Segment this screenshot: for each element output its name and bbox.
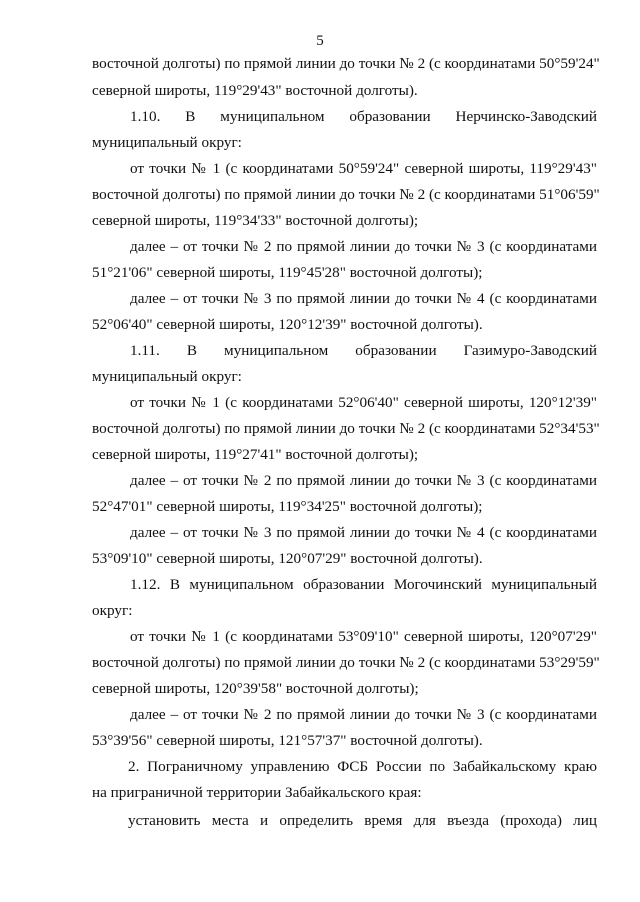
text-line: установить места и определить время для въезда (прохода) лиц bbox=[128, 812, 597, 829]
text-line: от точки № 1 (с координатами 52°06'40" северной широты, 120°12'39" bbox=[130, 394, 597, 411]
text-line: северной широты, 119°29'43" восточной долготы). bbox=[92, 82, 418, 99]
text-line: восточной долготы) по прямой линии до точки № 2 (с координатами 51°06'59" bbox=[92, 186, 600, 203]
text-line: от точки № 1 (с координатами 50°59'24" северной широты, 119°29'43" bbox=[130, 160, 597, 177]
text-line: северной широты, 119°27'41" восточной долготы); bbox=[92, 446, 419, 463]
text-line: 1.11. В муниципальном образовании Газимуро-Заводский bbox=[130, 342, 597, 359]
text-line: 1.10. В муниципальном образовании Нерчинско-Заводский bbox=[130, 108, 597, 125]
text-line: далее – от точки № 2 по прямой линии до точки № 3 (с координатами bbox=[130, 706, 597, 723]
text-line: от точки № 1 (с координатами 53°09'10" северной широты, 120°07'29" bbox=[130, 628, 597, 645]
text-line: 53°09'10" северной широты, 120°07'29" восточной долготы). bbox=[92, 550, 483, 567]
text-line: далее – от точки № 3 по прямой линии до точки № 4 (с координатами bbox=[130, 290, 597, 307]
text-line: далее – от точки № 3 по прямой линии до точки № 4 (с координатами bbox=[130, 524, 597, 541]
text-line: 52°06'40" северной широты, 120°12'39" восточной долготы). bbox=[92, 316, 483, 333]
text-line: далее – от точки № 2 по прямой линии до точки № 3 (с координатами bbox=[130, 238, 597, 255]
text-line: далее – от точки № 2 по прямой линии до точки № 3 (с координатами bbox=[130, 472, 597, 489]
text-line: северной широты, 120°39'58" восточной долготы); bbox=[92, 680, 419, 697]
text-line: 53°39'56" северной широты, 121°57'37" восточной долготы). bbox=[92, 732, 483, 749]
text-line: на приграничной территории Забайкальского края: bbox=[92, 784, 422, 801]
text-line: 52°47'01" северной широты, 119°34'25" восточной долготы); bbox=[92, 498, 483, 515]
text-line: восточной долготы) по прямой линии до точки № 2 (с координатами 52°34'53" bbox=[92, 420, 600, 437]
text-line: 2. Пограничному управлению ФСБ России по Забайкальскому краю bbox=[128, 758, 597, 775]
text-line: северной широты, 119°34'33" восточной долготы); bbox=[92, 212, 419, 229]
text-line: муниципальный округ: bbox=[92, 368, 242, 385]
text-line: 1.12. В муниципальном образовании Могочинский муниципальный bbox=[130, 576, 597, 593]
text-line: округ: bbox=[92, 602, 133, 619]
text-line: восточной долготы) по прямой линии до точки № 2 (с координатами 50°59'24" bbox=[92, 55, 600, 72]
text-line: 51°21'06" северной широты, 119°45'28" восточной долготы); bbox=[92, 264, 483, 281]
text-line: восточной долготы) по прямой линии до точки № 2 (с координатами 53°29'59" bbox=[92, 654, 600, 671]
text-line: муниципальный округ: bbox=[92, 134, 242, 151]
page-number: 5 bbox=[316, 33, 324, 49]
